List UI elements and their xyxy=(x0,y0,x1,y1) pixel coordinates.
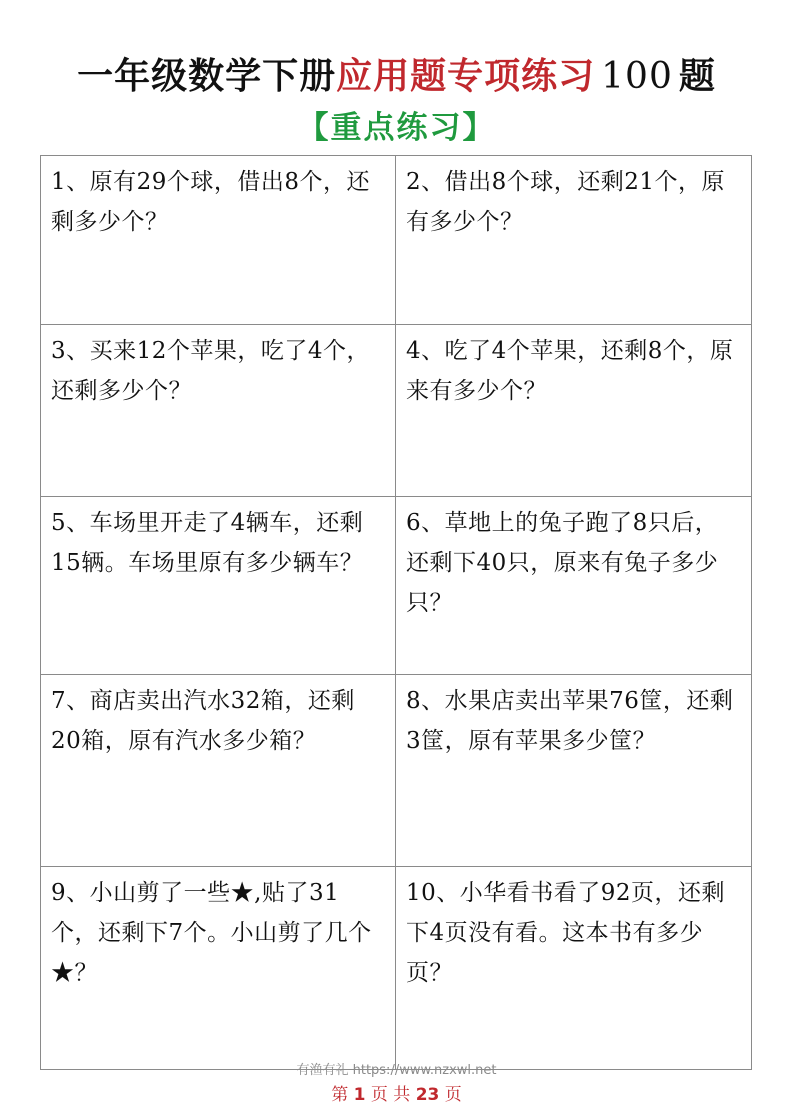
problem-4: 4、吃了4个苹果，还剩8个，原来有多少个？ xyxy=(396,325,751,497)
page-counter xyxy=(0,1083,793,1107)
title-suffix: 题 xyxy=(678,55,716,97)
problem-5: 5、车场里开走了4辆车，还剩15辆。车场里原有多少辆车？ xyxy=(41,497,396,675)
page-counter-middle: 页 共 xyxy=(370,1085,411,1105)
problem-grid xyxy=(40,155,752,1070)
problem-8: 8、水果店卖出苹果76筐，还剩3筐，原有苹果多少筐？ xyxy=(396,675,751,867)
page-title xyxy=(0,50,793,103)
problem-2: 2、借出8个球，还剩21个，原有多少个？ xyxy=(396,156,751,325)
page-counter-prefix: 第 xyxy=(331,1085,349,1105)
problem-7: 7、商店卖出汽水32箱，还剩20箱，原有汽水多少箱？ xyxy=(41,675,396,867)
total-page-number: 23 xyxy=(415,1085,440,1105)
title-grade: 一年级数学下册 xyxy=(77,55,337,97)
page-counter-suffix: 页 xyxy=(444,1085,462,1105)
problem-10: 10、小华看书看了92页，还剩下4页没有看。这本书有多少页？ xyxy=(406,880,726,986)
problem-3: 3、买来12个苹果，吃了4个，还剩多少个？ xyxy=(41,325,396,497)
title-topic: 应用题专项练习 xyxy=(336,55,596,97)
watermark-link[interactable]: 有渔有礼 https://www.nzxwl.net xyxy=(296,1063,497,1078)
problem-9: 9、小山剪了一些★,贴了31个，还剩下7个。小山剪了几个★？ xyxy=(41,867,396,1069)
current-page-number: 1 xyxy=(353,1085,366,1105)
problem-6: 6、草地上的兔子跑了8只后，还剩下40只，原来有兔子多少只？ xyxy=(396,497,751,675)
problem-1: 1、原有29个球，借出8个，还剩多少个？ xyxy=(41,156,396,325)
title-count: 100 xyxy=(601,56,673,97)
page-subtitle: 【重点练习】 xyxy=(297,110,496,146)
